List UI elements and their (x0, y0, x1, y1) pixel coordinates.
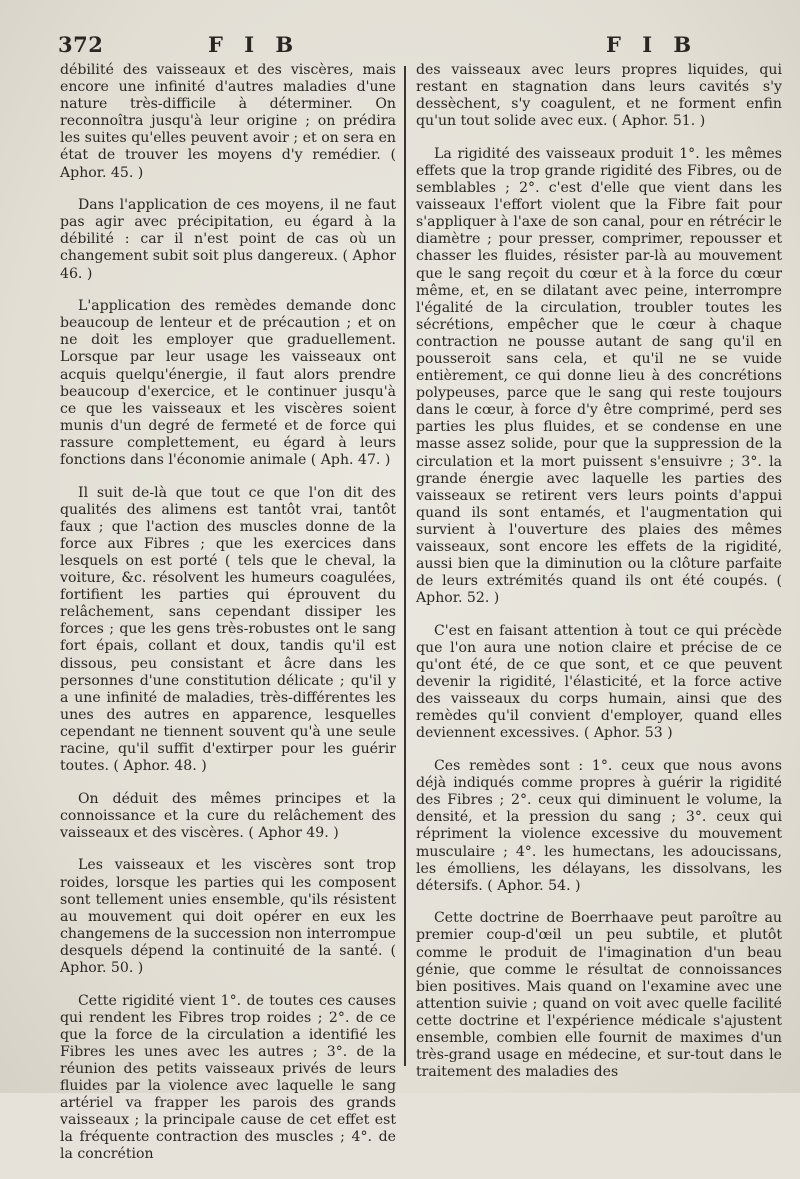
paragraph: Les vaisseaux et les viscères sont trop roides, lorsque les parties qui les composent sont tellement unies ensemble, qu'ils résistent au mouvement qui doit opérer en eux les changemens de la succession non interrompue desquels dépend la continuité de la santé. ( Aphor. 50. ) (60, 857, 396, 976)
paragraph: Dans l'application de ces moyens, il ne faut pas agir avec précipitation, eu égard à la débilité : car il n'est point de cas où un changement subit soit plus dangereux. ( Aphor 46. ) (60, 197, 396, 282)
page-header (58, 30, 770, 58)
paragraph: La rigidité des vaisseaux produit 1°. les mêmes effets que la trop grande rigidité des Fibres, ou de semblables ; 2°. c'est d'elle que vient dans les vaisseaux l'effort violent que la Fibre fait pour s'appliquer à l'axe de son canal, pour en rétrécir le diamètre ; pour presser, comprimer, repousser et chasser les fluides, résister par-là au mouvement que le sang reçoit du cœur et à la force du cœur même, et, en se dilatant avec peine, interrompre l'égalité de la circulation, troubler toutes les sécrétions, empêcher que le cœur à chaque contraction ne pousse autant de sang qu'il en pousseroit sans cela, et qu'il ne se vuide entièrement, ce qui donne lieu à des concrétions polypeuses, parce que le sang qui reste toujours dans le cœur, à force d'y être comprimé, perd ses parties les plus fluides, et se condense en une masse assez solide, pour que la suppression de la circulation et la mort puissent s'ensuivre ; 3°. la grande énergie avec laquelle les parties des vaisseaux se retirent vers leurs points d'appui quand ils sont entamés, et l'augmentation qui survient à l'ouverture des plaies des mêmes vaisseaux, sont encore les effets de la rigidité, aussi bien que la diminution ou la clôture parfaite de leurs extrémités quand ils ont été coupés. ( Aphor. 52. ) (416, 145, 782, 607)
right-column (416, 62, 782, 1097)
running-head-left: F I B (208, 32, 301, 57)
paragraph: Il suit de-là que tout ce que l'on dit des qualités des alimens est tantôt vrai, tantôt faux ; que l'action des muscles donne de la force aux Fibres ; que les exercices dans lesquels on est porté ( tels que le cheval, la voiture, &c. résolvent les humeurs coagulées, fortifient les parties qui éprouvent du relâchement, sans cependant dissiper les forces ; que les gens très-robustes ont le sang fort épais, collant et doux, tandis qu'il est dissous, peu consistant et âcre dans les personnes d'une constitution délicate ; qu'il y a une infinité de maladies, très-différentes les unes des autres en apparence, lesquelles cependant ne tiennent souvent qu'à une seule racine, qu'il suffit d'extirper pour les guérir toutes. ( Aphor. 48. ) (60, 484, 396, 775)
paragraph: Ces remèdes sont : 1°. ceux que nous avons déjà indiqués comme propres à guérir la rigidité des Fibres ; 2°. ceux qui diminuent le volume, la densité, et la pression du sang ; 3°. ceux qui répriment la violence excessive du mouvement musculaire ; 4°. les humectans, les adoucissans, les émolliens, les délayans, les dissolvans, les détersifs. ( Aphor. 54. ) (416, 758, 782, 894)
left-column (60, 62, 396, 1179)
paragraph: C'est en faisant attention à tout ce qui précède que l'on aura une notion claire et précise de ce qu'ont été, de ce que sont, et ce que peuvent devenir la rigidité, l'élasticité, et la force active des vaisseaux du corps humain, ainsi que des remèdes qu'il convient d'employer, quand elles deviennent excessives. ( Aphor. 53 ) (416, 622, 782, 742)
running-head-right: F I B (606, 32, 699, 57)
column-rule (404, 66, 406, 1066)
paragraph: Cette doctrine de Boerrhaave peut paroître au premier coup-d'œil un peu subtile, et plutôt comme le produit de l'imagination d'un beau génie, que comme le résultat de connoissances bien positives. Mais quand on l'examine avec une attention suivie ; quand on voit avec quelle facilité cette doctrine et l'expérience médicale s'ajustent ensemble, combien elle fournit de maximes d'un très-grand usage en médecine, et sur-tout dans le traitement des maladies des (416, 910, 782, 1081)
paragraph: On déduit des mêmes principes et la connoissance et la cure du relâchement des vaisseaux et des viscères. ( Aphor 49. ) (60, 790, 396, 841)
paragraph: des vaisseaux avec leurs propres liquides, qui restant en stagnation dans leurs cavités s'y dessèchent, s'y coagulent, et ne forment enfin qu'un tout solide avec eux. ( Aphor. 51. ) (416, 62, 782, 130)
paragraph: débilité des vaisseaux et des viscères, mais encore une infinité d'autres maladies d'une nature très-difficile à déterminer. On reconnoîtra jusqu'à leur origine ; on prédira les suites qu'elles peuvent avoir ; et on sera en état de trouver les moyens d'y remédier. ( Aphor. 45. ) (60, 62, 396, 181)
paragraph: Cette rigidité vient 1°. de toutes ces causes qui rendent les Fibres trop roides ; 2°. de ce que la force de la circulation a identifié les Fibres les unes avec les autres ; 3°. de la réunion des petits vaisseaux privés de leurs fluides par la violence avec laquelle le sang artériel va frapper les parois des grands vaisseaux ; la principale cause de cet effet est la fréquente contraction des muscles ; 4°. de la concrétion (60, 992, 396, 1163)
page-number: 372 (58, 32, 104, 57)
paragraph: L'application des remèdes demande donc beaucoup de lenteur et de précaution ; et on ne doit les employer que graduellement. Lorsque par leur usage les vaisseaux ont acquis quelqu'énergie, il faut alors prendre beaucoup d'exercice, et le continuer jusqu'à ce que les vaisseaux et les viscères soient munis d'un degré de fermeté et de force qui rassure complettement, eu égard à leurs fonctions dans l'économie animale ( Aph. 47. ) (60, 298, 396, 468)
